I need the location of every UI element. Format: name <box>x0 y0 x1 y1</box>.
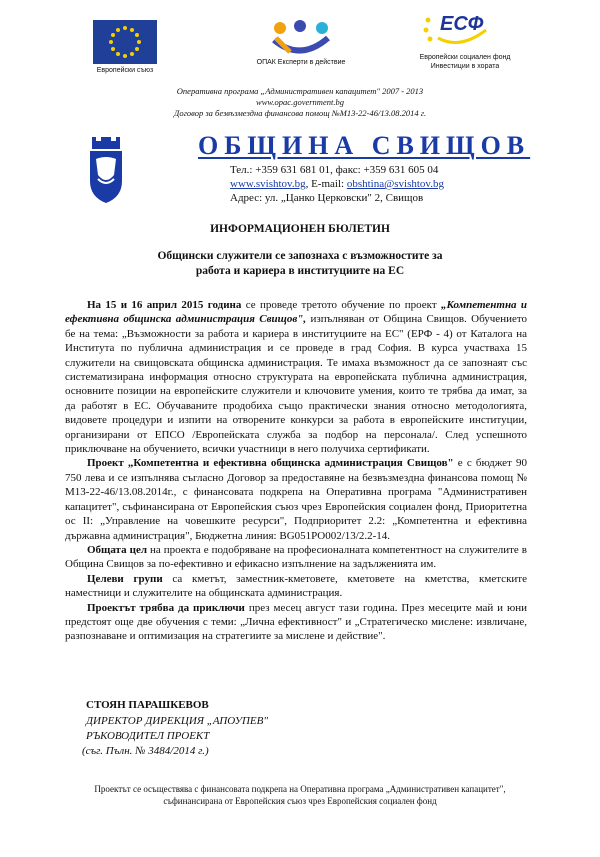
phone-fax-line: Тел.: +359 631 681 01, факс: +359 631 605 04 <box>230 164 439 176</box>
signatory-authorization: (съг. Пълн. № 3484/2014 г.) <box>82 745 209 757</box>
program-line-1: Оперативна програма „Административен капацитет" 2007 - 2013 <box>176 86 424 96</box>
subtitle-line-1: Общински служители се запознаха с възможностите за <box>157 250 443 262</box>
eu-caption: Европейски съюз <box>96 67 154 74</box>
opak-caption: ОПАК Експерти в действие <box>256 59 346 66</box>
footer-line-1: Проектът се осъществява с финансовата подкрепа на Оперативна програма „Административен капацитет", <box>94 784 506 794</box>
esf-title: ЕСФ <box>440 13 484 35</box>
municipality-title: ОБЩИНА СВИЩОВ <box>198 131 531 160</box>
website-link[interactable]: www.svishtov.bg <box>230 178 306 190</box>
eu-flag-logo <box>93 20 157 64</box>
signatory-role: РЪКОВОДИТЕЛ ПРОЕКТ <box>86 730 210 742</box>
esf-caption-line-1: Европейски социален фонд <box>419 54 511 61</box>
svishtov-crest-icon <box>88 135 124 205</box>
paragraph-project: Проект „Компетентна и ефективна общинска администрация Свищов" е с бюджет 90 750 лева и се изпълнява съгласно Договор за предоставяне на безвъзмездна финансова помощ № М13-22-46/13.08.2014г., с финансовата подкрепа на Оперативна програма "Административен капацитет", съфинансирана от Европейския съюз чрез Европейския социален фонд, Приоритетна ос II: „Управление на човешките ресурси", Подприоритет 2.2: „Компетентна и ефективна държавна администрация", Бюджетна линия: BG051PO002/13/2.2-14. <box>65 457 527 542</box>
paragraph-training: На 15 и 16 април 2015 година се проведе третото обучение по проект „Компетентна и ефективна общинска администрация Свищов", изпълняван от Община Свищов. Обучението бе на тема: „Възможности за работа и кариера в институциите на ЕС" (ЕРФ - 4) от Каталога на Института по публична администрация и се проведе в град София. В курса участваха 15 служители на свищовската общинска администрация. Те имаха възможност да се запознаят със систематизирана информация относно структурата на европейската публична администрация, основните позиции на европейските служители и ключовите умения, които те трябва да имат, за да работят в ЕС. Обучаваните продобиха също практически знания относно методологията, видовете процедури и изпити на отворените конкурси за работа в европейските институции, организирани от ЕПСО /Европейската служба за подбор на персонала/. След успешното приключване на обучението, всички участници в него получиха сертификати. <box>65 299 528 456</box>
bulletin-title: ИНФОРМАЦИОНЕН БЮЛЕТИН <box>210 223 390 235</box>
esf-caption <box>405 53 525 71</box>
paragraph-goal: Общата цел на проекта е подобряване на професионалната компетентност на служителите в Община Свищов за по-ефективно и ефикасно изпълнение на задълженията им. <box>65 543 527 571</box>
web-email-line <box>230 177 550 191</box>
program-website[interactable]: www.opac.government.bg <box>256 97 344 107</box>
paragraph-completion: Проектът трябва да приключи през месец август тази година. През месеците май и юни предстоят още две обучения с теми: „Лична ефективност" и „Стратегическо мислене: извличане, разпознаване и оптимизация на стратегиите за мислене и действие". <box>65 601 527 643</box>
esf-caption-line-2: Инвестиции в хората <box>430 63 500 70</box>
signatory-name: СТОЯН ПАРАШКЕВОВ <box>86 699 209 711</box>
email-label: , E-mail: <box>305 178 347 190</box>
opak-logo <box>270 18 332 58</box>
signatory-position: ДИРЕКТОР ДИРЕКЦИЯ „АПОУПЕВ" <box>86 715 268 727</box>
paragraph-target-groups: Целеви групи са кметът, заместник-кметовете, кметовете на кметства, кметските наместници и служителите на общинската администрация. <box>65 572 527 600</box>
program-contract: Договор за безвъзмездна финансова помощ №М13-22-46/13.08.2014 г. <box>173 108 427 118</box>
email-link[interactable]: obshtina@svishtov.bg <box>346 178 444 190</box>
address-line: Адрес: ул. „Цанко Церковски" 2, Свищов <box>230 192 424 204</box>
bulletin-body <box>65 298 527 644</box>
footer-line-2: съфинансирана от Европейския съюз чрез Европейския социален фонд <box>163 796 437 806</box>
subtitle-line-2: работа и кариера в институциите на ЕС <box>195 265 405 277</box>
